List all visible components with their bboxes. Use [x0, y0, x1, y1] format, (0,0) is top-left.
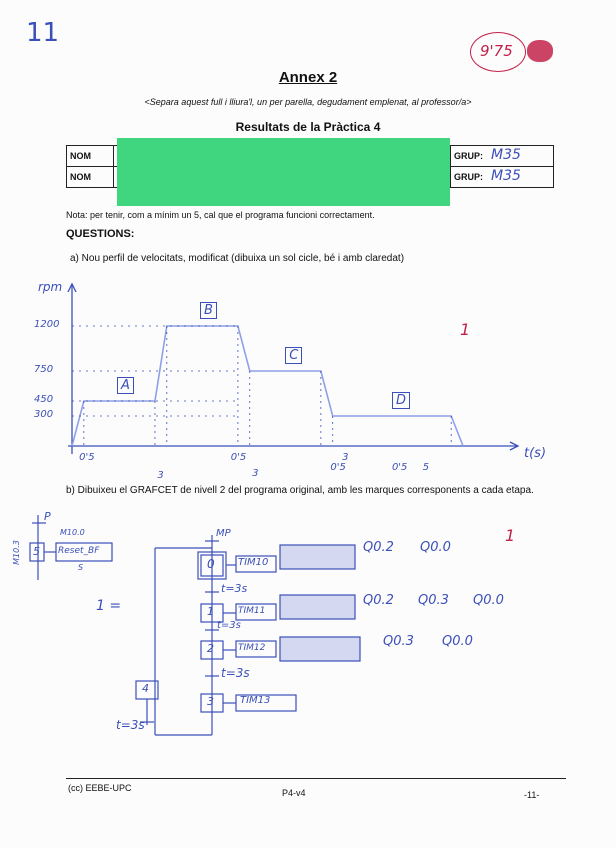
question-a-score: 1 — [460, 320, 471, 339]
note-text: Nota: per tenir, com a mínim un 5, cal que el programa funcioni correctament. — [66, 210, 375, 220]
y-axis-label: rpm — [38, 280, 63, 294]
group-value: M35 — [491, 168, 521, 184]
footer-left: (cc) EEBE-UPC — [68, 783, 132, 793]
y-tick-label: 450 — [34, 394, 54, 405]
step-0-timer: TIM10 — [238, 557, 269, 568]
page-subtitle: <Separa aquest full i lliura'l, un per parella, degudament emplenat, al professor/a> — [144, 97, 472, 107]
stage-label: B — [200, 302, 217, 319]
side-marker: M10.3 — [11, 540, 21, 565]
question-b: b) Dibuixeu el GRAFCET de nivell 2 del programa original, amb les marques corresponents a cada etapa. — [66, 485, 534, 496]
time-label: 3 — [252, 468, 259, 479]
step-0-label: 0 — [207, 557, 215, 571]
step-1-transition: t=3s — [217, 620, 241, 631]
step-4-transition: t=3s — [116, 718, 145, 732]
grade: 9'75 — [480, 42, 513, 60]
time-label: 5 — [422, 462, 430, 473]
time-label: 0'5 — [230, 452, 247, 463]
lambda-label: 1 = — [96, 598, 122, 614]
footer-divider — [66, 778, 566, 779]
stage-label: C — [285, 347, 302, 364]
step-4-label: 4 — [142, 682, 149, 695]
group-value: M35 — [491, 147, 521, 163]
step-3-label: 3 — [207, 695, 214, 708]
group-label: GRUP: — [454, 151, 483, 161]
group-label: GRUP: — [454, 172, 483, 182]
results-title: Resultats de la Pràctica 4 — [235, 120, 381, 134]
stage-label: D — [392, 392, 410, 409]
step-2-timer: TIM12 — [238, 643, 266, 653]
page-title: Annex 2 — [278, 69, 338, 86]
time-label: 3 — [342, 452, 349, 463]
step-0-transition: t=3s — [221, 582, 248, 595]
stage-5-label: 5 — [33, 545, 40, 558]
step-2-transition: t=3s — [221, 666, 250, 680]
step-2-output-1: Q0.3 — [383, 634, 414, 649]
step-0-output-1: Q0.2 — [363, 540, 394, 555]
step-3-timer: TIM13 — [240, 695, 271, 706]
stage-5-extra: S — [78, 563, 84, 572]
y-tick-label: 750 — [34, 364, 54, 375]
step-1-timer: TIM11 — [238, 606, 266, 616]
time-label: 3 — [157, 470, 164, 481]
footer-right: -11- — [524, 790, 540, 800]
step-2-output-2: Q0.0 — [442, 634, 473, 649]
time-label: 0'5 — [391, 462, 408, 473]
x-axis-label: t(s) — [524, 446, 547, 461]
step-1-label: 1 — [207, 605, 214, 618]
init-condition: P — [44, 510, 51, 523]
step-1-output-1: Q0.2 — [363, 593, 394, 608]
question-a: a) Nou perfil de velocitats, modificat (dibuixa un sol cicle, bé i amb claredat) — [70, 253, 405, 264]
stage-label: A — [117, 377, 134, 394]
stage-5-action: Reset_BF — [58, 546, 100, 556]
step-2-label: 2 — [207, 642, 214, 655]
y-tick-label: 300 — [34, 409, 54, 420]
name-label: NOM — [67, 167, 114, 188]
init-marker: M10.0 — [60, 528, 85, 537]
transition-mp: MP — [216, 528, 231, 539]
footer-center: P4-v4 — [282, 788, 306, 798]
corner-mark: 11 — [26, 18, 60, 48]
time-label: 0'5 — [330, 462, 346, 473]
y-tick-label: 1200 — [34, 319, 60, 330]
time-label: 0'5 — [79, 452, 95, 463]
step-1-output-2: Q0.3 — [418, 593, 449, 608]
name-label: NOM — [67, 146, 114, 167]
step-1-output-3: Q0.0 — [473, 593, 504, 608]
question-b-score: 1 — [505, 526, 516, 545]
step-0-output-2: Q0.0 — [420, 540, 451, 555]
questions-title: QUESTIONS: — [66, 228, 135, 240]
